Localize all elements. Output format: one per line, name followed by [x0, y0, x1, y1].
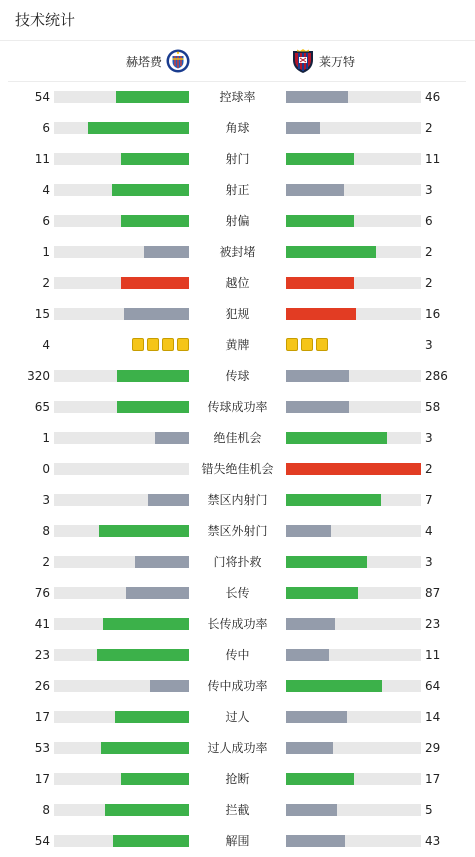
home-team-logo-icon[interactable]	[166, 49, 190, 73]
stat-row	[0, 617, 475, 631]
home-stat-value: 76	[34, 586, 50, 600]
yellow-card-icon	[316, 338, 328, 351]
stat-row	[0, 803, 475, 817]
away-stat-bar	[286, 618, 421, 630]
away-stat-bar-fill	[286, 711, 347, 723]
stat-label: 被封堵	[219, 245, 256, 259]
stat-label: 拦截	[225, 803, 250, 817]
home-stat-bar	[54, 556, 189, 568]
away-stat-value: 29	[425, 741, 441, 755]
home-stat-bar	[54, 184, 189, 196]
page-title: 技术统计	[15, 11, 76, 29]
away-stat-bar-fill	[286, 401, 349, 413]
away-team-name[interactable]: 莱万特	[319, 55, 356, 69]
away-stat-value: 11	[425, 648, 441, 662]
home-stat-bar-fill	[150, 680, 189, 692]
home-stat-value: 65	[34, 400, 50, 414]
stat-row	[0, 152, 475, 166]
away-stat-bar-fill	[286, 463, 421, 475]
away-stat-value: 16	[425, 307, 441, 321]
stat-label: 门将扑救	[213, 555, 262, 569]
away-stat-value: 64	[425, 679, 441, 693]
home-stat-bar-fill	[112, 184, 189, 196]
stat-row	[0, 121, 475, 135]
yellow-card-icon	[177, 338, 189, 351]
away-stat-bar	[286, 556, 421, 568]
home-stat-value: 2	[42, 555, 50, 569]
stat-row	[0, 834, 475, 848]
away-stat-value: 14	[425, 710, 441, 724]
away-stat-bar	[286, 835, 421, 847]
stat-label: 越位	[225, 276, 250, 290]
home-stat-value: 0	[42, 462, 50, 476]
away-stat-value: 4	[425, 524, 433, 538]
away-stat-bar	[286, 711, 421, 723]
stat-label: 禁区内射门	[207, 493, 268, 507]
stat-row	[0, 555, 475, 569]
away-stat-bar	[286, 308, 421, 320]
away-stat-bar	[286, 91, 421, 103]
home-stat-bar	[54, 308, 189, 320]
away-stat-value: 3	[425, 555, 433, 569]
home-stat-value: 23	[34, 648, 50, 662]
home-stat-bar-fill	[121, 277, 189, 289]
stat-label: 犯规	[225, 307, 250, 321]
stat-row	[0, 741, 475, 755]
away-stat-bar	[286, 804, 421, 816]
away-stat-value: 6	[425, 214, 433, 228]
away-stat-bar-fill	[286, 680, 382, 692]
stat-label: 长传	[225, 586, 250, 600]
stat-label: 控球率	[219, 90, 256, 104]
home-stat-bar	[54, 432, 189, 444]
away-stat-bar-fill	[286, 153, 354, 165]
away-stat-value: 3	[425, 431, 433, 445]
home-stat-value: 54	[34, 834, 50, 848]
away-stat-bar-fill	[286, 773, 354, 785]
stat-row	[0, 245, 475, 259]
away-stat-value: 5	[425, 803, 433, 817]
away-stat-value: 58	[425, 400, 441, 414]
home-stat-bar-fill	[155, 432, 189, 444]
away-stat-bar	[286, 587, 421, 599]
home-stat-bar-fill	[117, 401, 189, 413]
home-stat-value: 4	[42, 338, 50, 352]
home-stat-bar-fill	[99, 525, 189, 537]
stat-label: 过人	[225, 710, 250, 724]
away-stat-bar-fill	[286, 308, 356, 320]
home-stat-bar-fill	[148, 494, 189, 506]
home-stat-bar	[54, 804, 189, 816]
home-stat-bar-fill	[88, 122, 189, 134]
away-stat-bar-fill	[286, 246, 376, 258]
away-stat-bar	[286, 122, 421, 134]
away-stat-bar	[286, 215, 421, 227]
stat-label: 传球	[225, 369, 250, 383]
home-stat-bar	[54, 618, 189, 630]
away-stat-bar	[286, 432, 421, 444]
home-stat-bar-fill	[116, 91, 189, 103]
home-stat-value: 53	[34, 741, 50, 755]
home-stat-bar-fill	[105, 804, 189, 816]
home-stat-bar	[54, 401, 189, 413]
away-yellow-cards	[286, 338, 328, 352]
away-stat-bar-fill	[286, 370, 349, 382]
home-stat-bar-fill	[103, 618, 189, 630]
away-stat-value: 7	[425, 493, 433, 507]
home-stat-value: 1	[42, 431, 50, 445]
stat-label: 角球	[225, 121, 250, 135]
divider	[0, 40, 475, 41]
home-stat-value: 26	[34, 679, 50, 693]
home-stat-bar	[54, 680, 189, 692]
home-stat-value: 15	[34, 307, 50, 321]
home-stat-value: 8	[42, 524, 50, 538]
home-stat-bar	[54, 91, 189, 103]
divider	[8, 81, 466, 82]
home-stat-bar	[54, 277, 189, 289]
stat-label: 过人成功率	[207, 741, 268, 755]
stat-label: 传中成功率	[207, 679, 268, 693]
stat-label: 黄牌	[225, 338, 250, 352]
stat-label: 解围	[225, 834, 250, 848]
home-stat-bar-fill	[121, 215, 189, 227]
away-stat-value: 23	[425, 617, 441, 631]
away-stat-bar-fill	[286, 184, 344, 196]
home-stat-value: 1	[42, 245, 50, 259]
away-stat-bar	[286, 246, 421, 258]
stat-row	[0, 431, 475, 445]
home-stat-value: 11	[34, 152, 50, 166]
away-stat-bar-fill	[286, 277, 354, 289]
away-team-logo-icon[interactable]	[291, 48, 315, 74]
away-stat-bar	[286, 649, 421, 661]
away-stat-bar	[286, 680, 421, 692]
home-stat-bar	[54, 773, 189, 785]
home-stat-bar	[54, 215, 189, 227]
home-stat-bar	[54, 246, 189, 258]
home-stat-bar	[54, 153, 189, 165]
home-stat-value: 2	[42, 276, 50, 290]
stat-label: 错失绝佳机会	[201, 462, 274, 476]
stat-row	[0, 710, 475, 724]
away-stat-value: 2	[425, 245, 433, 259]
away-stat-bar-fill	[286, 556, 367, 568]
home-stat-bar-fill	[135, 556, 189, 568]
away-stat-bar	[286, 463, 421, 475]
home-stat-bar	[54, 370, 189, 382]
stat-label: 抢断	[225, 772, 250, 786]
home-stat-bar	[54, 122, 189, 134]
away-stat-bar-fill	[286, 742, 333, 754]
stat-row	[0, 648, 475, 662]
away-stat-bar-fill	[286, 494, 381, 506]
team-header	[0, 45, 475, 79]
away-stat-bar-fill	[286, 804, 337, 816]
away-stat-bar-fill	[286, 215, 354, 227]
home-stat-bar	[54, 835, 189, 847]
home-stat-value: 3	[42, 493, 50, 507]
home-yellow-cards	[132, 338, 189, 352]
stat-label: 射正	[225, 183, 250, 197]
home-stat-value: 8	[42, 803, 50, 817]
home-stat-bar-fill	[115, 711, 189, 723]
home-stat-bar-fill	[113, 835, 189, 847]
away-stat-bar	[286, 153, 421, 165]
stat-row	[0, 679, 475, 693]
away-stat-value: 11	[425, 152, 441, 166]
home-stat-bar-fill	[126, 587, 189, 599]
away-stat-bar-fill	[286, 835, 345, 847]
yellow-card-icon	[286, 338, 298, 351]
home-stat-bar-fill	[121, 153, 189, 165]
yellow-card-icon	[162, 338, 174, 351]
away-stat-value: 3	[425, 338, 433, 352]
away-stat-bar	[286, 742, 421, 754]
away-stat-bar	[286, 401, 421, 413]
home-stat-bar-fill	[101, 742, 189, 754]
stat-row	[0, 90, 475, 104]
away-stat-bar-fill	[286, 587, 358, 599]
away-stat-bar	[286, 773, 421, 785]
home-stat-value: 6	[42, 121, 50, 135]
stat-label: 传中	[225, 648, 250, 662]
home-stat-bar-fill	[124, 308, 189, 320]
home-stat-value: 17	[34, 772, 50, 786]
home-stat-bar-fill	[97, 649, 189, 661]
home-stat-bar	[54, 463, 189, 475]
home-stat-value: 6	[42, 214, 50, 228]
away-stat-value: 2	[425, 276, 433, 290]
home-stat-bar	[54, 711, 189, 723]
stat-row	[0, 307, 475, 321]
stat-row	[0, 772, 475, 786]
away-stat-value: 286	[425, 369, 448, 383]
away-stat-bar	[286, 525, 421, 537]
home-stat-bar-fill	[144, 246, 189, 258]
away-stat-value: 87	[425, 586, 441, 600]
home-stat-value: 4	[42, 183, 50, 197]
home-stat-value: 17	[34, 710, 50, 724]
away-stat-bar-fill	[286, 525, 331, 537]
home-stat-bar	[54, 494, 189, 506]
stat-row	[0, 400, 475, 414]
stat-row	[0, 214, 475, 228]
stat-row	[0, 183, 475, 197]
stat-row	[0, 462, 475, 476]
stat-label: 绝佳机会	[213, 431, 262, 445]
yellow-card-icon	[147, 338, 159, 351]
away-stat-bar	[286, 370, 421, 382]
stat-row	[0, 586, 475, 600]
stat-label: 射偏	[225, 214, 250, 228]
stat-row	[0, 338, 475, 352]
home-stat-bar	[54, 742, 189, 754]
home-stat-bar-fill	[121, 773, 189, 785]
away-stat-bar	[286, 494, 421, 506]
away-stat-bar-fill	[286, 91, 348, 103]
away-stat-value: 17	[425, 772, 441, 786]
home-stat-value: 54	[34, 90, 50, 104]
home-stat-bar	[54, 587, 189, 599]
yellow-card-icon	[132, 338, 144, 351]
away-stat-value: 2	[425, 121, 433, 135]
away-stat-value: 46	[425, 90, 441, 104]
home-stat-value: 41	[34, 617, 50, 631]
stat-row	[0, 369, 475, 383]
stat-label: 长传成功率	[207, 617, 268, 631]
stat-label: 禁区外射门	[207, 524, 268, 538]
away-stat-value: 3	[425, 183, 433, 197]
home-stat-value: 320	[27, 369, 50, 383]
home-stat-bar-fill	[117, 370, 189, 382]
away-stat-bar-fill	[286, 649, 329, 661]
stat-row	[0, 493, 475, 507]
home-team-name[interactable]: 赫塔费	[125, 55, 162, 69]
away-stat-bar-fill	[286, 618, 335, 630]
away-stat-bar	[286, 184, 421, 196]
away-stat-value: 43	[425, 834, 441, 848]
yellow-card-icon	[301, 338, 313, 351]
away-stat-bar-fill	[286, 432, 387, 444]
stat-label: 传球成功率	[207, 400, 268, 414]
stat-label: 射门	[225, 152, 250, 166]
away-stat-value: 2	[425, 462, 433, 476]
home-stat-bar	[54, 649, 189, 661]
home-stat-bar	[54, 525, 189, 537]
away-stat-bar-fill	[286, 122, 320, 134]
away-stat-bar	[286, 277, 421, 289]
stat-row	[0, 524, 475, 538]
stat-row	[0, 276, 475, 290]
